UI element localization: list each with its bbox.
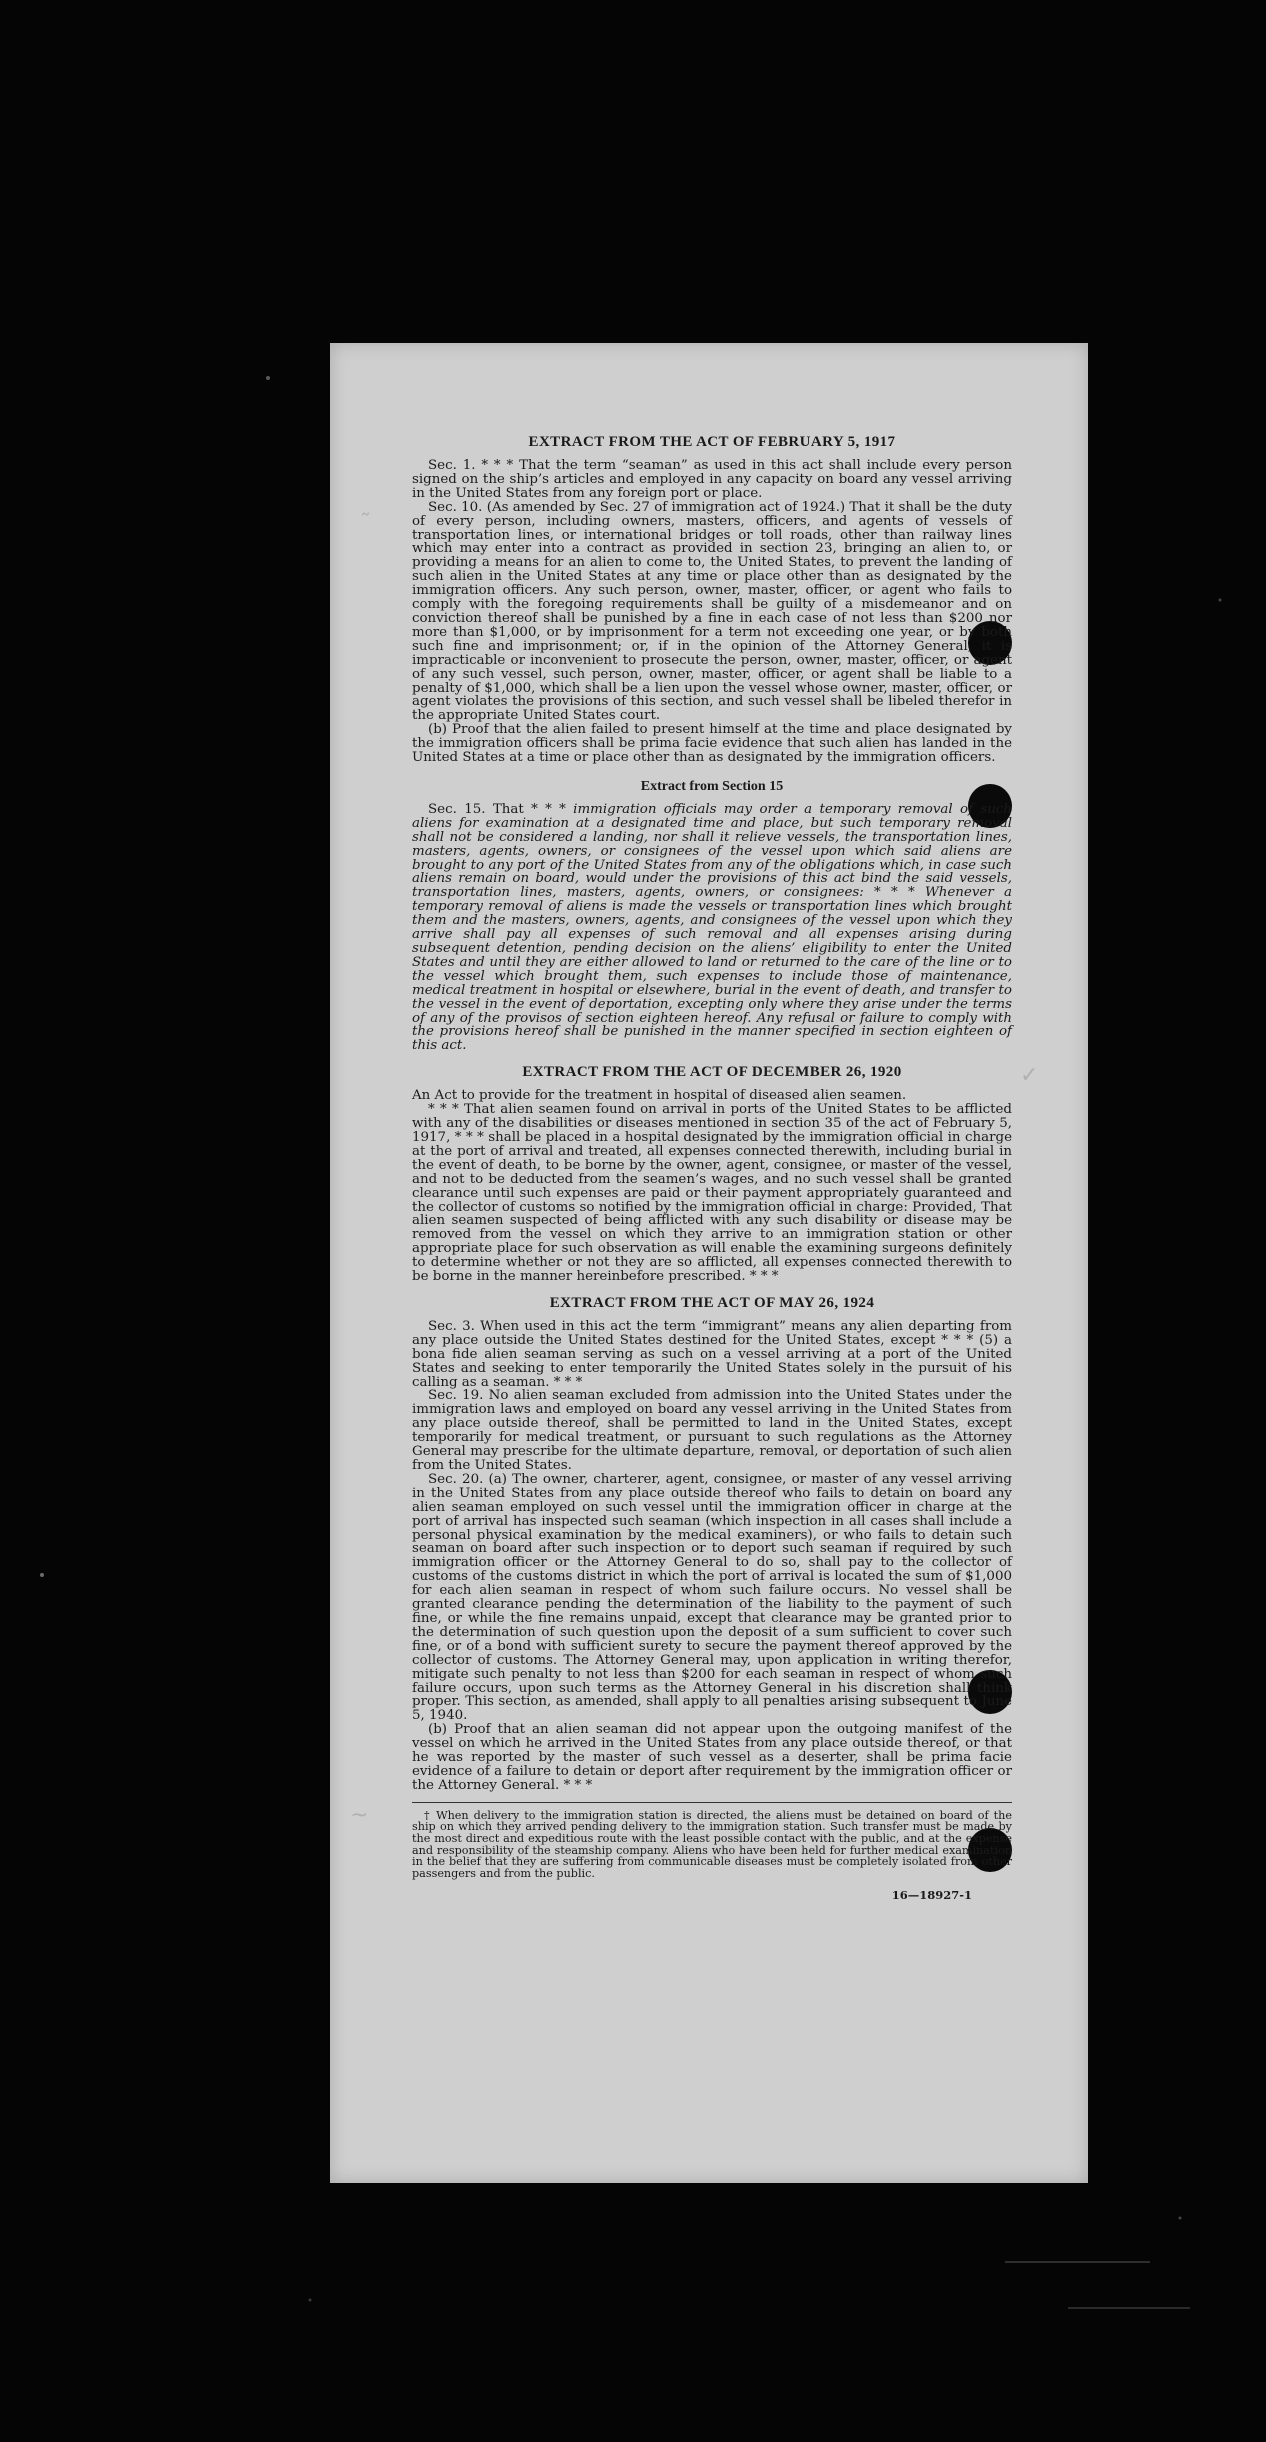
sec-15-italic-text: immigration officials may order a temporary removal of such aliens for examination at a designated time and place, but such temporary removal shall not be considered a landing, nor shall it relieve vessels, the transportation lines, masters, agents, owners, or consignees of the vessel upon which said aliens are brought to any port of the United States from any of the obligations which, in case such aliens remain on board, would under the provisions of this act bind the said vessels, transportation lines, masters, agents, owners, or consignees: * * * Whenever a temporary removal of aliens is made the vessels or transportation lines which brought them and the masters, owners, agents, and consignees of the vessel upon which they arrive shall pay all expenses of such removal and all expenses arising during subsequent detention, pending decision on the aliens’ eligibility to enter the United States and until they are either allowed to land or returned to the care of the line or to the vessel which brought them, such expenses to include those of maintenance, medical treatment in hospital or elsewhere, burial in the event of death, and transfer to the vessel in the event of deportation, excepting only where they arise under the terms of any of the provisos of section eighteen hereof. Any refusal or failure to comply with the provisions hereof shall be punished in the manner specified in section eighteen of this act.	[412, 801, 1012, 1054]
form-number: 16—18927-1	[891, 1888, 972, 1903]
paragraph-sec-10: Sec. 10. (As amended by Sec. 27 of immigration act of 1924.) That it shall be the duty of every person, including owners, masters, officers, and agents of vessels of transportation lines, or international bridges or toll roads, other than railway lines which may enter into a contract as provided in section 23, bringing an alien to, or providing a means for an alien to come to, the United States, to prevent the landing of such alien in the United States at any time or place other than as designated by the immigration officers. Any such person, owner, master, officer, or agent who fails to comply with the foregoing requirements shall be guilty of a misdemeanor and on conviction thereof shall be punished by a fine in each case of not less than $200 nor more than $1,000, or by imprisonment for a term not exceeding one year, or by both such fine and imprisonment; or, if in the opinion of the Attorney General, it is impracticable or inconvenient to prosecute the person, owner, master, officer, or agent of any such vessel, such person, owner, master, officer, or agent shall be liable to a penalty of $1,000, which shall be a lien upon the vessel whose owner, master, officer, or agent violates the provisions of this section, and such vessel shall be libeled therefor in the appropriate United States court.	[412, 499, 1012, 724]
paragraph-sec-3: Sec. 3. When used in this act the term “immigrant” means any alien departing from any place outside the United States destined for the United States, except * * * (5) a bona fide alien seaman serving as such on a vessel arriving at a port of the United States and seeking to enter temporarily the United States solely in the pursuit of his calling as a seaman. * * *	[412, 1318, 1012, 1390]
paragraph-sec-15	[412, 803, 1012, 1053]
document-text	[412, 433, 1012, 1903]
paragraph-sec-10-b: (b) Proof that the alien failed to present himself at the time and place designated by the immigration officers shall be prima facie evidence that such alien has landed in the United States at a time or place other than as designated by the immigration officers.	[412, 722, 1012, 766]
paragraph-1920-body: * * * That alien seamen found on arrival in ports of the United States to be afflicted with any of the disabilities or diseases mentioned in section 35 of the act of February 5, 1917, * * * shall be placed in a hospital designated by the immigration official in charge at the port of arrival and treated, all expenses connected therewith, including burial in the event of death, to be borne by the owner, agent, consignee, or master of the vessel, and not to be deducted from the seamen’s wages, and no such vessel shall be granted clearance until such expenses are paid or their payment appropriately guaranteed and the collector of customs so notified by the immigration official in charge: Provided, That alien seamen suspected of being afflicted with any such disability or disease may be removed from the vessel on which they arrive to an immigration station or other appropriate place for such observation as will enable the examining surgeons definitely to determine whether or not they are so afflicted, all expenses connected therewith to be borne in the manner hereinbefore prescribed. * * *	[412, 1102, 1012, 1285]
heading-act-1917: EXTRACT FROM THE ACT OF FEBRUARY 5, 1917	[528, 434, 896, 450]
heading-section-15: Extract from Section 15	[640, 778, 784, 794]
pencil-mark: ˜	[360, 511, 371, 536]
paragraph-1920-title: An Act to provide for the treatment in hospital of diseased alien seamen.	[412, 1088, 907, 1104]
document-page	[330, 343, 1088, 2183]
paragraph-sec-19: Sec. 19. No alien seaman excluded from admission into the United States under the immigration laws and employed on board any vessel arriving in the United States from any place outside thereof, shall be permitted to land in the United States, except temporarily for medical treatment, or pursuant to such regulations as the Attorney General may prescribe for the ultimate departure, removal, or deportation of such alien from the United States.	[412, 1388, 1012, 1473]
sec-15-lead: Sec. 15. That * * *	[428, 801, 574, 817]
pencil-mark: ✓	[1020, 1063, 1039, 1088]
footnote-divider	[412, 1802, 1012, 1803]
paragraph-sec-20: Sec. 20. (a) The owner, charterer, agent, consignee, or master of any vessel arriving in the United States from any place outside thereof who fails to detain on board any alien seaman employed on such vessel until the immigration officer in charge at the port of arrival has inspected such seaman (which inspection in all cases shall include a personal physical examination by the medical examiners), or who fails to detain such seaman on board after such inspection or to deport such seaman if required by such immigration officer or the Attorney General to do so, shall pay to the collector of customs of the customs district in which the port of arrival is located the sum of $1,000 for each alien seaman in respect of whom such failure occurs. No vessel shall be granted clearance pending the determination of the liability to the payment of such fine, or while the fine remains unpaid, except that clearance may be granted prior to the determination of such question upon the deposit of a sum sufficient to cover such fine, or of a bond with sufficient surety to secure the payment thereof approved by the collector of customs. The Attorney General may, upon application in writing therefor, mitigate such penalty to not less than $200 for each seaman in respect of whom such failure occurs, upon such terms as the Attorney General in his discretion shall think proper. This section, as amended, shall apply to all penalties arising subsequent to June 5, 1940.	[412, 1471, 1012, 1724]
paragraph-sec-20-b: (b) Proof that an alien seaman did not appear upon the outgoing manifest of the vessel on which he arrived in the United States from any place outside thereof, or that he was reported by the master of such vessel as a deserter, shall be prima facie evidence of a failure to detain or deport after requirement by the immigration officer or the Attorney General. * * *	[412, 1722, 1012, 1793]
pencil-mark: ~	[350, 1803, 369, 1828]
footnote: † When delivery to the immigration station is directed, the aliens must be detained on board of the ship on which they arrived pending delivery to the immigration station. Such transfer must be made by the most direct and expeditious route with the least possible contact with the public, and at the expense and responsibility of the steamship company. Aliens who have been held for further medical examination in the belief that they are suffering from communicable diseases must be completely isolated from other passengers and from the public.	[412, 1808, 1012, 1880]
paragraph-sec-1: Sec. 1. * * * That the term “seaman” as used in this act shall include every person signed on the ship’s articles and employed in any capacity on board any vessel arriving in the United States from any foreign port or place.	[412, 458, 1012, 501]
heading-act-1920: EXTRACT FROM THE ACT OF DECEMBER 26, 1920	[522, 1064, 902, 1081]
heading-act-1924: EXTRACT FROM THE ACT OF MAY 26, 1924	[549, 1294, 875, 1311]
